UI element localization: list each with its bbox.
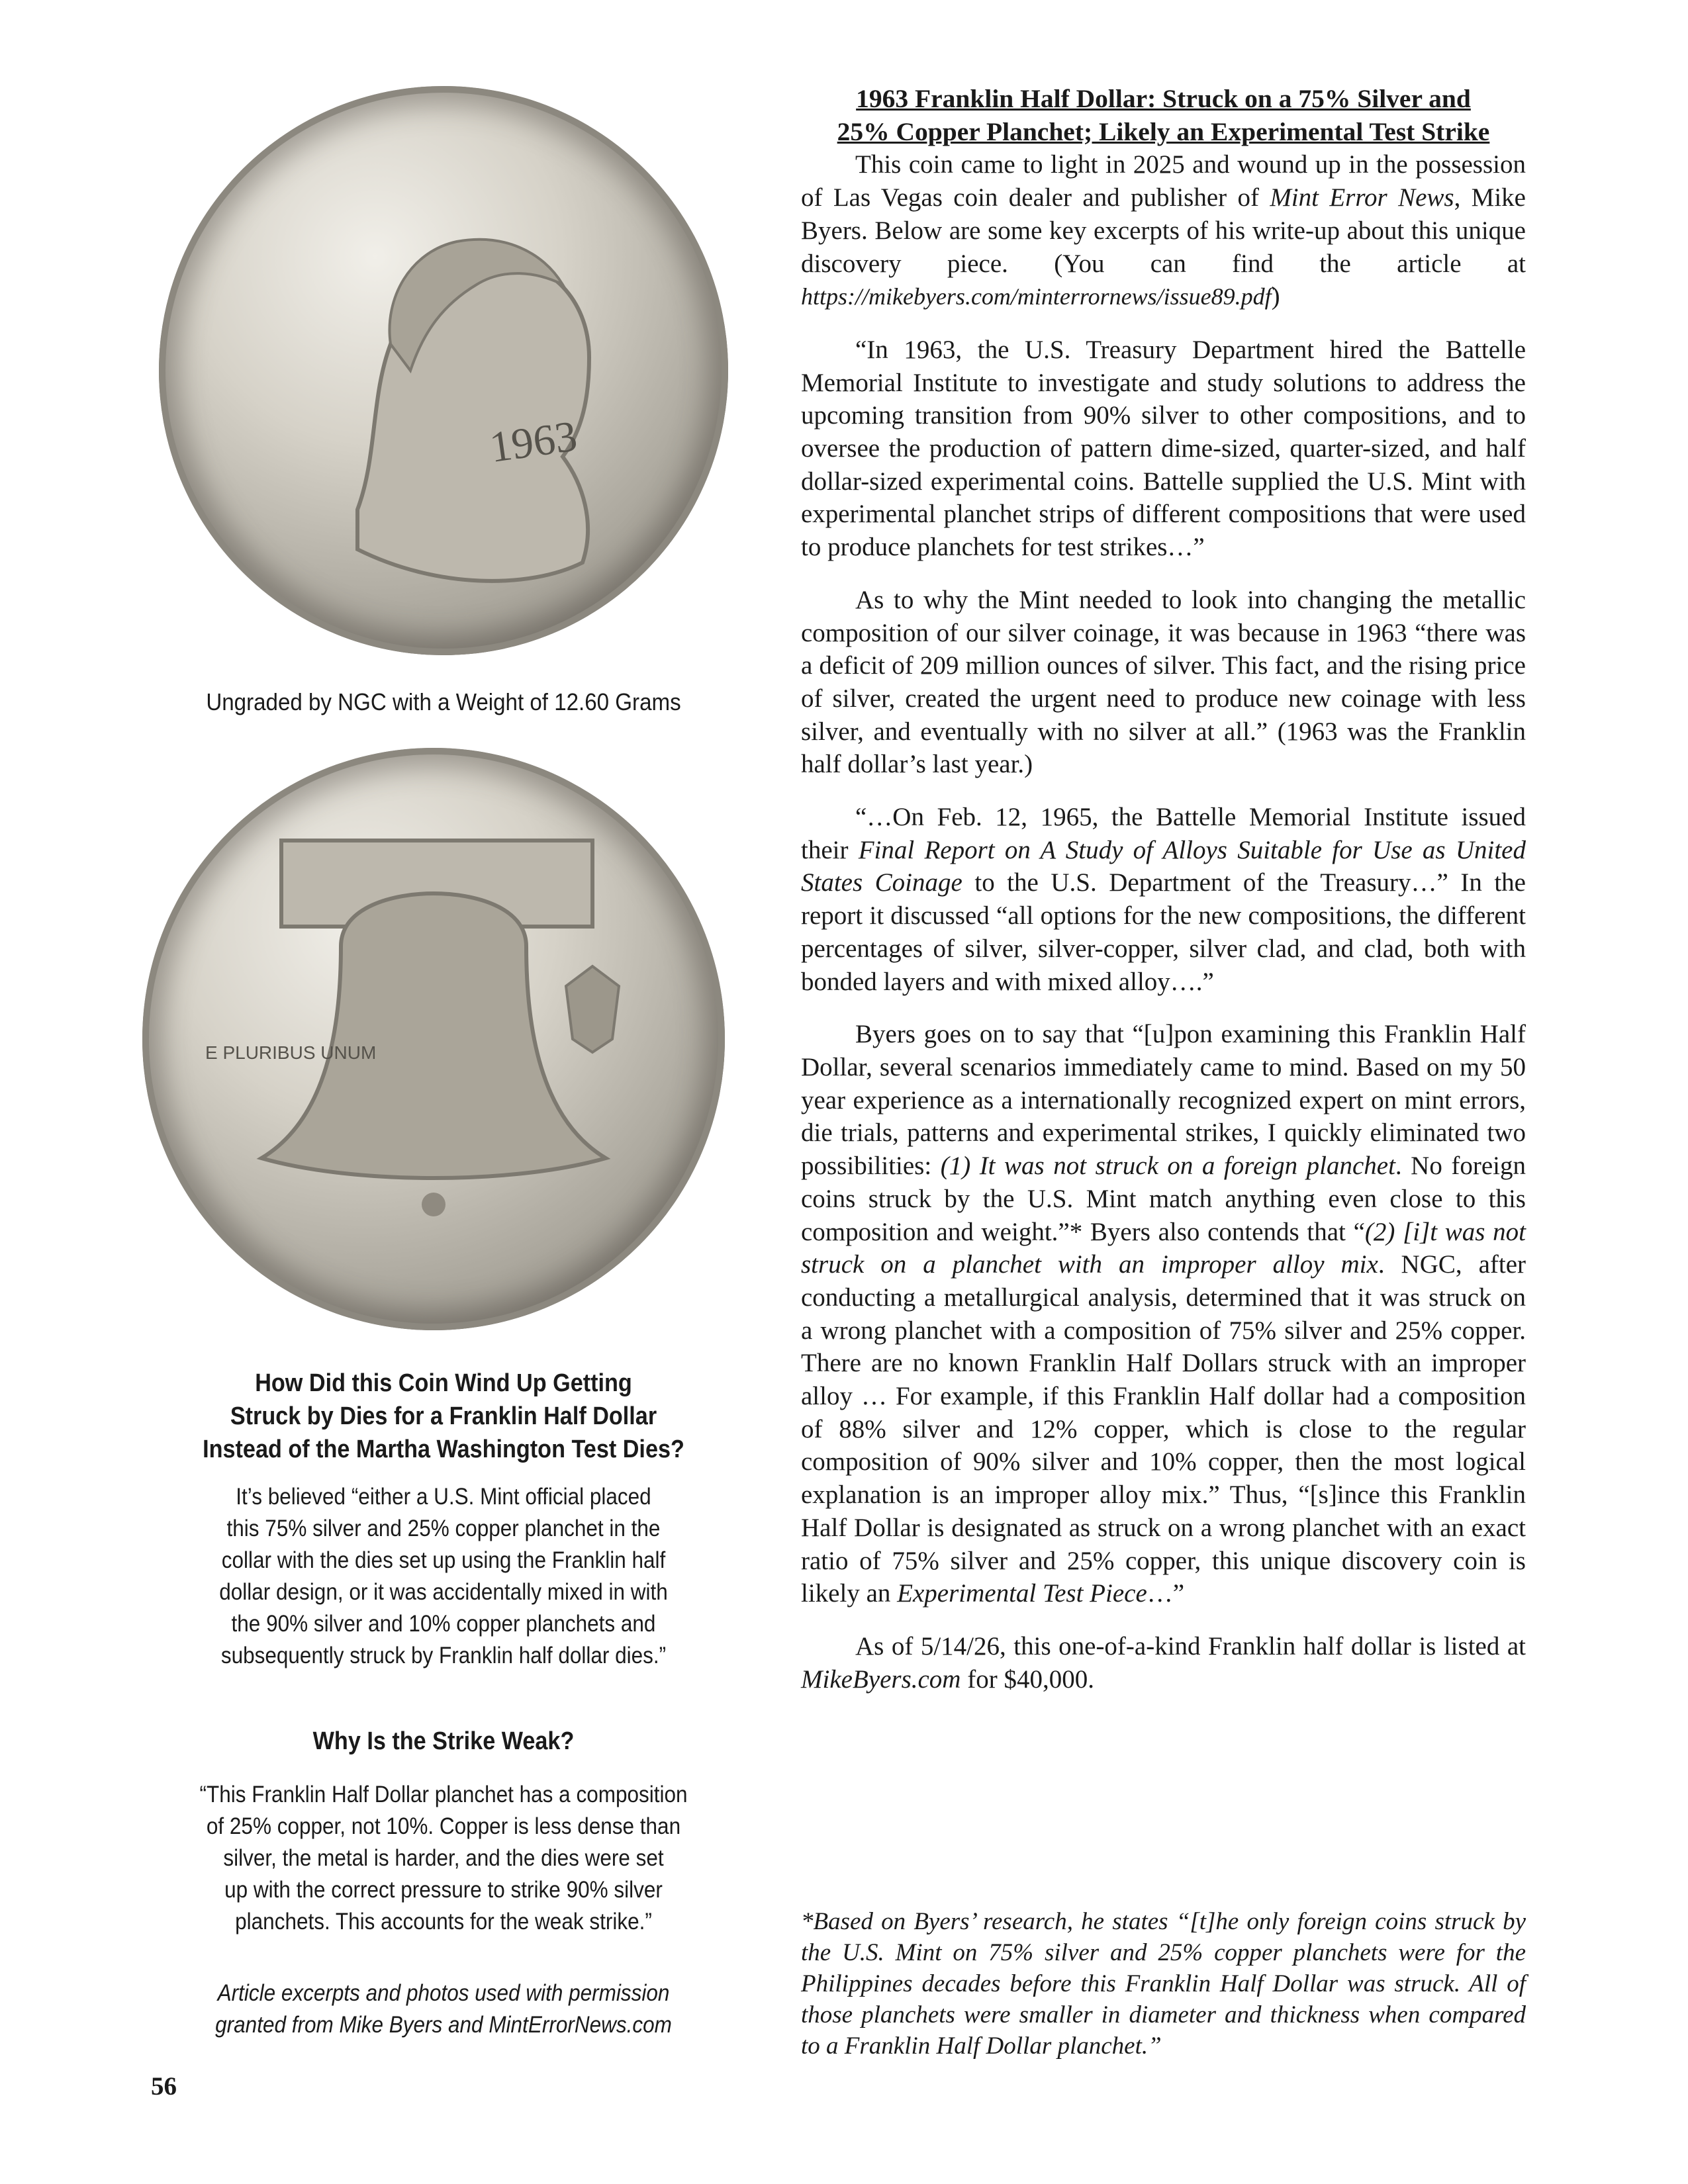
left-paragraph-1: It’s believed “either a U.S. Mint official placed this 75% silver and 25% copper planchet in the collar with the dies set up using the Franklin half dollar design, or it was accidentally mixed in with the 90% silver and 10% copper planchets and subsequently struck by Franklin half dollar dies.” xyxy=(219,1484,668,1668)
liberty-bell-icon xyxy=(142,748,725,1330)
article-paragraph-2: “In 1963, the U.S. Treasury Department hired the Battelle Memorial Institute to investigate and study solutions to address the upcoming transition from 90% silver to other compositions, and to oversee the production of pattern dime-sized, quarter-sized, and half dollar-sized experimental coins. Battelle supplied the U.S. Mint with experimental planchet strips of different compositions that were used to produce planchets for test strikes…” xyxy=(801,335,1526,562)
svg-text:E PLURIBUS UNUM: E PLURIBUS UNUM xyxy=(205,1042,377,1063)
front-coin-image xyxy=(159,86,728,655)
left-paragraph-2: “This Franklin Half Dollar planchet has a composition of 25% copper, not 10%. Copper is less dense than silver, the metal is harder, and the dies were set up with the correct pressure to strike 90% silver planchets. This accounts for the weak strike.” xyxy=(199,1782,688,1934)
article-paragraph-3: As to why the Mint needed to look into changing the metallic composition of our silver coinage, it was because in 1963 “there was a deficit of 209 million ounces of silver. This fact, and the rising price of silver, created the urgent need to produce new coinage with less silver, and eventually with no silver at all.” (1963 was the Franklin half dollar’s last year.) xyxy=(801,585,1526,779)
article-column xyxy=(801,83,1526,1715)
footnote: *Based on Byers’ research, he states “[t]he only foreign coins struck by the U.S. Mint on 75% silver and 25% copper planchets were for the Philippines decades before this Franklin Half Dollar was struck. All of those planchets were smaller in diameter and thickness when compared to a Franklin Half Dollar planchet.” xyxy=(801,1908,1526,2060)
photo-credit: Article excerpts and photos used with permission granted from Mike Byers and MintErrorNews.com xyxy=(215,1980,672,2038)
article-paragraph-4: “…On Feb. 12, 1965, the Battelle Memorial Institute issued their Final Report on A Study of Alloys Suitable for Use as United States Coinage to the U.S. Department of the Treasury…” In the report it discussed “all options for the new compositions, the different percentages of silver, silver-copper, silver clad, and clad, both with bonded layers and with mixed alloy….” xyxy=(801,803,1526,996)
franklin-portrait-icon xyxy=(159,86,728,655)
eagle-icon xyxy=(566,966,619,1052)
article-paragraph-6: As of 5/14/26, this one-of-a-kind Franklin half dollar is listed at MikeByers.com for $40,000. xyxy=(801,1631,1526,1694)
page-number: 56 xyxy=(151,2072,177,2101)
article-paragraph-5: Byers goes on to say that “[u]pon examining this Franklin Half Dollar, several scenarios immediately came to mind. Based on my 50 year experience as a internationally recognized expert on mint errors, die trials, patterns and experimental strikes, I quickly eliminated two possibilities: (1) It was not struck on a foreign planchet. No foreign coins struck by the U.S. Mint match anything even close to this composition and weight.”* Byers also contends that “(2) [i]t was not struck on a planchet with an improper alloy mix. NGC, after conducting a metallurgical analysis, determined that it was struck on a wrong planchet with a composition of 75% silver and 25% copper. There are no known Franklin Half Dollars struck with an improper alloy … For example, if this Franklin Half dollar had a composition of 88% silver and 12% copper, which is close to the regular composition of 90% silver and 10% copper, then the most logical explanation is an improper alloy mix.” Thus, “[s]ince this Franklin Half Dollar is designated as struck on a wrong planchet with an exact ratio of 75% silver and 25% copper, this unique discovery coin is likely an Experimental Test Piece…” xyxy=(801,1020,1526,1608)
back-coin-image xyxy=(142,748,725,1330)
left-heading-2: Why Is the Strike Weak? xyxy=(312,1727,575,1755)
article-title: 1963 Franklin Half Dollar: Struck on a 75% Silver and 25% Copper Planchet; Likely an Experimental Test Strike xyxy=(837,84,1490,146)
article-paragraph-1: This coin came to light in 2025 and wound up in the possession of Las Vegas coin dealer and publisher of Mint Error News, Mike Byers. Below are some key excerpts of his write-up about this unique discovery piece. (You can find the article at https://mikebyers.com/minterrornews/issue89.pdf) xyxy=(801,150,1526,311)
front-coin-caption: Ungraded by NGC with a Weight of 12.60 Grams xyxy=(206,688,681,715)
left-heading-1: How Did this Coin Wind Up Getting Struck by Dies for a Franklin Half Dollar Instead of the Martha Washington Test Dies? xyxy=(203,1369,684,1463)
svg-text:1963: 1963 xyxy=(487,412,581,473)
